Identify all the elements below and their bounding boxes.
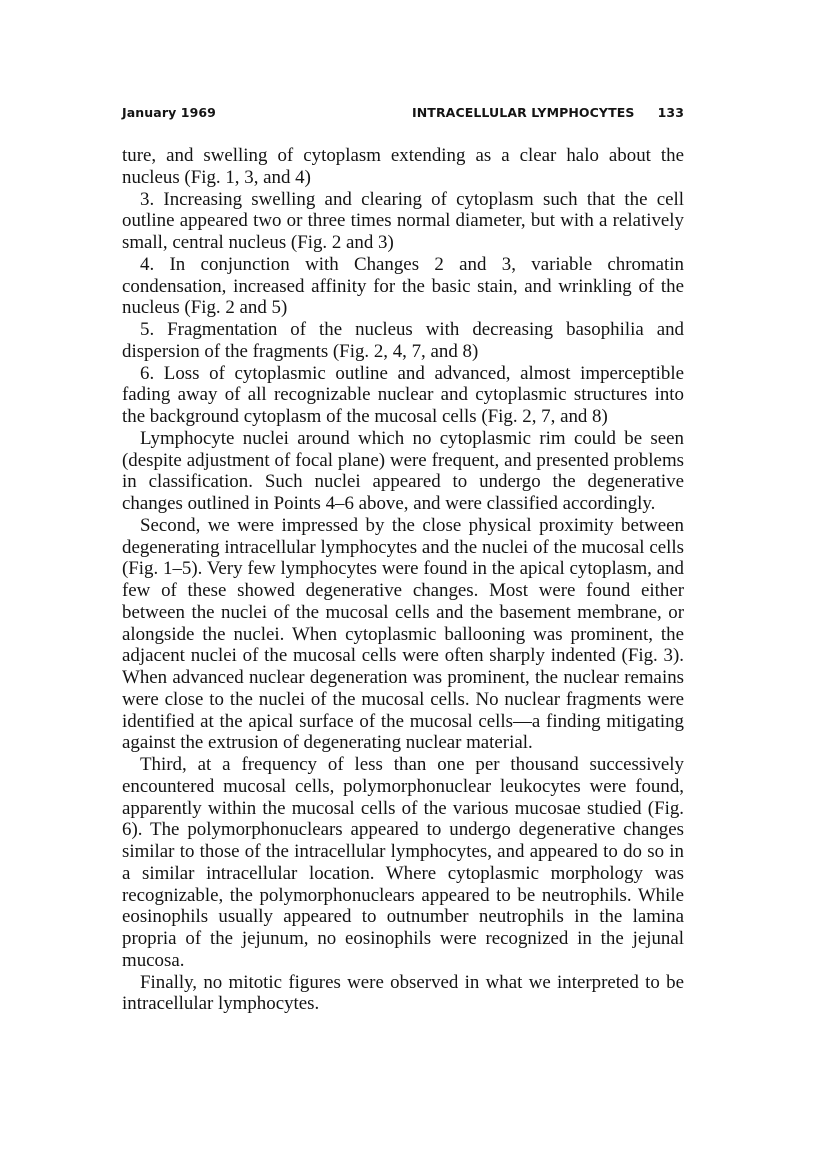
running-head [122, 105, 684, 125]
paragraph-finally: Finally, no mitotic figures were observed in what we interpreted to be intracellular lymphocytes. [122, 971, 684, 1015]
header-date: January 1969 [122, 105, 216, 120]
header-running-title: INTRACELLULAR LYMPHOCYTES [412, 105, 635, 120]
body-text [122, 145, 684, 1015]
list-item-6: 6. Loss of cytoplasmic outline and advanced, almost imperceptible fading away of all recognizable nuclear and cytoplasmic structures into the background cytoplasm of the mucosal cells (Fig. 2, 7, and 8) [122, 362, 684, 427]
paragraph-continuation: ture, and swelling of cytoplasm extending as a clear halo about the nucleus (Fig. 1, 3, and 4) [122, 145, 684, 188]
paragraph-third: Third, at a frequency of less than one per thousand successively encountered mucosal cells, polymorphonuclear leukocytes were found, apparently within the mucosal cells of the various mucosae studied (Fig. 6). The polymorphonuclears appeared to undergo degenerative changes similar to those of the intracellular lymphocytes, and appeared to do so in a similar intracellular location. Where cytoplasmic morphology was recognizable, the polymorphonuclears appeared to be neutrophils. While eosinophils usually appeared to outnumber neutrophils in the lamina propria of the jejunum, no eosinophils were recognized in the jejunal mucosa. [122, 754, 684, 971]
list-item-5: 5. Fragmentation of the nucleus with decreasing basophilia and dispersion of the fragments (Fig. 2, 4, 7, and 8) [122, 319, 684, 362]
paragraph-lymphocyte-nuclei: Lymphocyte nuclei around which no cytoplasmic rim could be seen (despite adjustment of focal plane) were frequent, and presented problems in classification. Such nuclei appeared to undergo the degenerative changes outlined in Points 4–6 above, and were classified accordingly. [122, 427, 684, 514]
page-number: 133 [657, 105, 684, 120]
list-item-4: 4. In conjunction with Changes 2 and 3, variable chromatin condensation, increased affinity for the basic stain, and wrinkling of the nucleus (Fig. 2 and 5) [122, 253, 684, 319]
paragraph-second: Second, we were impressed by the close physical proximity between degenerating intracellular lymphocytes and the nuclei of the mucosal cells (Fig. 1–5). Very few lymphocytes were found in the apical cytoplasm, and few of these showed degenerative changes. Most were found either between the nuclei of the mucosal cells and the basement membrane, or alongside the nuclei. When cytoplasmic ballooning was prominent, the adjacent nuclei of the mucosal cells were often sharply indented (Fig. 3). When advanced nuclear degeneration was prominent, the nuclear remains were close to the nuclei of the mucosal cells. No nuclear fragments were identified at the apical surface of the mucosal cells—a finding mitigating against the extrusion of degenerating nuclear material. [122, 514, 684, 754]
list-item-3: 3. Increasing swelling and clearing of cytoplasm such that the cell outline appeared two or three times normal diameter, but with a relatively small, central nucleus (Fig. 2 and 3) [122, 188, 684, 253]
